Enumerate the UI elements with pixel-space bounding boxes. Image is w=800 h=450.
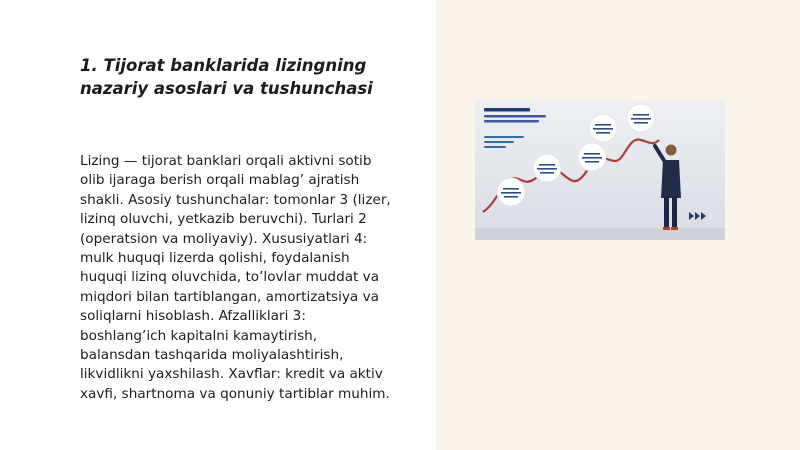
body-line: soliqlarni hisoblash. Afzalliklari 3: [80,308,306,325]
body-line: miqdori bilan tartiblangan, amortizatsiya va [80,288,379,305]
body-line: likvidlikni yaxshilash. Xavflar: kredit va aktiv [80,366,383,383]
body-line: balansdan tashqarida moliyalashtirish, [80,347,344,364]
slide-body-text [80,152,425,404]
slide-title-line: nazariy asoslari va tushunchasi [80,79,373,98]
body-line: boshlang’ich kapitalni kamaytirish, [80,327,318,344]
body-line: mulk huquqi lizerda qolishi, foydalanish [80,250,350,267]
slide-title-line: 1. Tijorat banklarida lizingning [80,56,367,75]
slide-title [80,54,400,100]
business-growth-illustration [475,100,725,240]
body-line: olib ijaraga berish orqali mablag’ ajratish [80,172,360,189]
body-line: lizinq oluvchi, yetkazib beruvchi). Turlari 2 [80,211,367,228]
body-line: (operatsion va moliyaviy). Xususiyatlari 4: [80,230,368,247]
body-line: huquqi lizinq oluvchida, to’lovlar muddat va [80,269,380,286]
body-line: shakli. Asosiy tushunchalar: tomonlar 3 (lizer, [80,191,391,208]
body-line: xavfi, shartnoma va qonuniy tartiblar muhim. [80,385,390,402]
body-line: Lizing — tijorat banklari orqali aktivni sotib [80,153,372,169]
